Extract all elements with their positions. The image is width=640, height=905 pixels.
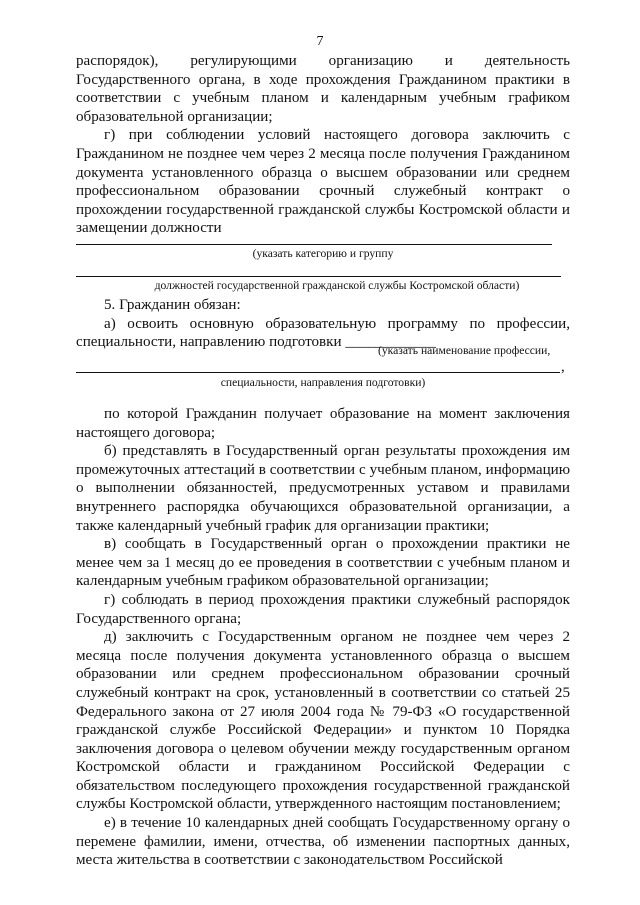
- section-5-heading: 5. Гражданин обязан:: [104, 297, 241, 313]
- contract-text-top: [76, 52, 570, 238]
- paragraph-d-conclude-contract: д) заключить с Государственным органом не позднее чем через 2 месяца после получения документа установленного образца о высшем образовании или среднем профессиональном образовании срочный служебный контракт на срок, установленный в соответствии со статьей 25 Федерального закона от 27 июля 2004 года № 79-ФЗ «О государственной гражданской службе Российской Федерации» и пунктом 10 Порядка заключения договора о целевом обучении между государственным органом Костромской области и гражданином Российской Федерации с обязательством последующего прохождения государственной гражданской службы Костромской области, утвержденного настоящим постановлением;: [76, 629, 570, 813]
- paragraph-e-report-changes: е) в течение 10 календарных дней сообщать Государственному органу о перемене фамилии, имени, отчества, об изменении паспортных данных, места жительства в соответствии с законодательством Российской: [76, 815, 570, 869]
- caption-profession: (указать наименование профессии,: [378, 344, 551, 357]
- blank-line-category: [76, 244, 552, 245]
- paragraph-b-report-results: б) представлять в Государственный орган результаты прохождения им промежуточных аттестаций в соответствии с учебным планом, информацию о выполнении обязанностей, предусмотренных уставом и правилами внутреннего распорядка обучающихся образовательной организации, а также календарный учебный график для организации практики;: [76, 443, 570, 534]
- page-number: 7: [316, 34, 324, 49]
- paragraph-g-conclude-contract: г) при соблюдении условий настоящего договора заключить с Гражданином не позднее чем через 2 месяца после получения Гражданином документа установленного образца о высшем образовании или среднем профессиональном образовании срочный служебный контракт о прохождении государственной гражданской службы Костромской области и замещении должности: [76, 127, 570, 237]
- blank-line-positions: [76, 276, 561, 277]
- paragraph-continuation: распорядок), регулирующими организацию и деятельность Государственного органа, в ходе прохождения Гражданином практики в соответствии с учебным планом и календарным учебным графиком образовательной организации;: [76, 53, 570, 125]
- paragraph-v-report-practice: в) сообщать в Государственный орган о прохождении практики не менее чем за 1 месяц до ее проведения в соответствии с учебным планом и календарным учебным графиком образовательной организации;: [76, 536, 570, 590]
- caption-specialty: специальности, направления подготовки): [220, 376, 426, 389]
- contract-text-bottom: [76, 405, 570, 870]
- caption-category: (указать категорию и группу: [252, 247, 394, 260]
- paragraph-obtains-education: по которой Гражданин получает образование на момент заключения настоящего договора;: [76, 406, 570, 441]
- caption-positions: должностей государственной гражданской службы Костромской области): [154, 279, 520, 292]
- blank-line-specialty: [76, 372, 560, 373]
- paragraph-g-observe-schedule: г) соблюдать в период прохождения практики служебный распорядок Государственного органа;: [76, 591, 570, 627]
- line-end-comma: ,: [561, 359, 565, 375]
- item-a-master-program: а) освоить основную образовательную программу по профессии, специальности, направлению подготовки ____________: [76, 315, 570, 351]
